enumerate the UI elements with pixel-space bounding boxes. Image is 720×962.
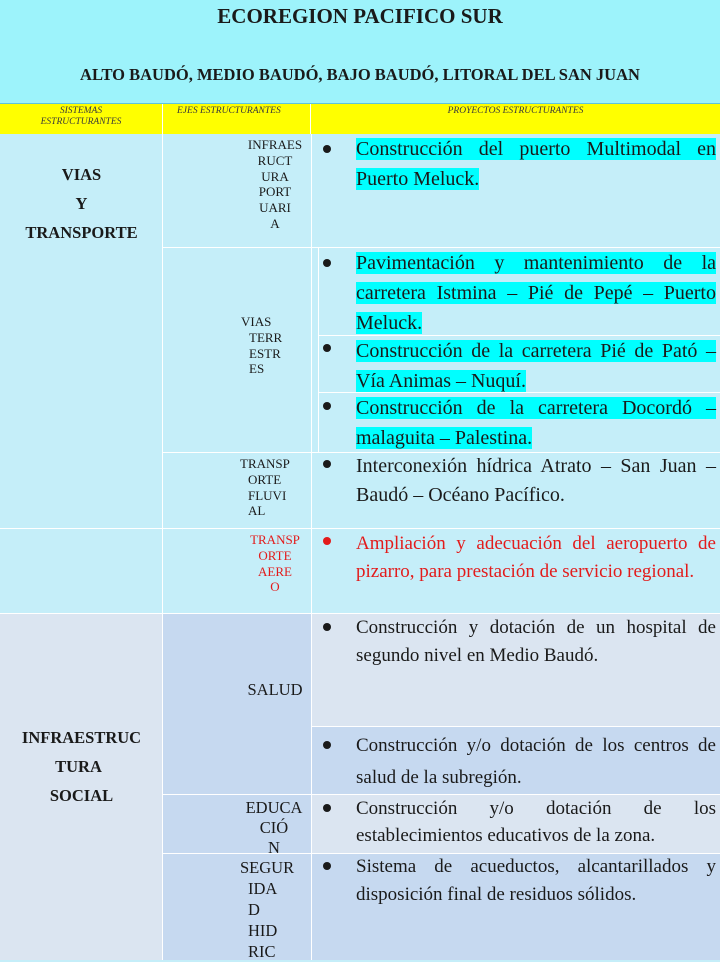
eje-line: URA xyxy=(261,168,289,184)
bullet-icon xyxy=(323,402,331,410)
grid-line xyxy=(318,247,319,452)
eje-line: TERR xyxy=(249,329,283,345)
eje-line: N xyxy=(268,838,280,857)
eje-infraestructura-portuaria xyxy=(242,137,308,232)
proyecto-interconexion-hidrica xyxy=(356,452,716,510)
eje-line: AL xyxy=(248,503,266,519)
bullet-icon xyxy=(323,741,331,749)
eje-line: HID xyxy=(248,921,278,940)
eje-line: EDUCA xyxy=(245,798,303,817)
proyecto-text: Interconexión hídrica Atrato – San Juan – Baudó – Océano Pacífico. xyxy=(356,455,716,506)
sistema-vias-transporte xyxy=(0,160,163,247)
page-subtitle: ALTO BAUDÓ, MEDIO BAUDÓ, BAJO BAUDÓ, LITORAL DEL SAN JUAN xyxy=(80,65,640,84)
bullet-icon xyxy=(323,259,331,267)
eje-line: RIC xyxy=(248,942,276,961)
grid-line xyxy=(311,726,720,727)
eje-line: SALUD xyxy=(247,680,303,699)
sistema-social-line: TURA xyxy=(55,757,102,776)
eje-line: UARI xyxy=(259,200,291,216)
eje-vias-terrestres xyxy=(241,314,301,377)
bullet-icon xyxy=(323,862,331,870)
eje-line: D xyxy=(248,900,260,919)
eje-salud xyxy=(242,680,308,700)
sistema-vias-line: VIAS xyxy=(61,165,102,184)
eje-line: IDA xyxy=(248,879,278,898)
column-header-ejes xyxy=(163,104,311,134)
eje-transporte-aereo xyxy=(242,532,308,595)
column-header-proyectos xyxy=(311,104,720,134)
proyecto-text: Construcción y/o dotación de los establecimientos educativos de la zona. xyxy=(356,798,716,846)
column-header-ejes-label: EJES ESTRUCTURANTES xyxy=(177,106,281,116)
proyecto-text: Construcción del puerto Multimodal en Puerto Meluck. xyxy=(356,138,716,190)
eje-line: ORTE xyxy=(248,471,282,487)
bullet-icon xyxy=(323,804,331,812)
bullet-icon xyxy=(323,623,331,631)
proyecto-acueductos xyxy=(356,853,716,909)
bullet-icon xyxy=(323,460,331,468)
proyecto-hospital xyxy=(356,614,716,670)
eje-line: ES xyxy=(249,361,265,377)
page-title: ECOREGION PACIFICO SUR xyxy=(217,4,503,28)
eje-line: TRANSP xyxy=(240,456,290,471)
eje-line: O xyxy=(270,579,280,595)
eje-line: CIÓ xyxy=(259,818,289,837)
proyecto-establecimientos-educativos xyxy=(356,795,716,849)
proyecto-pavimentacion xyxy=(356,248,716,338)
grid-line xyxy=(311,134,312,960)
eje-transporte-fluvial xyxy=(240,456,306,519)
proyecto-text: Construcción de la carretera Pié de Pató – Vía Animas – Nuquí. xyxy=(356,340,716,392)
proyecto-puerto-multimodal xyxy=(356,134,716,194)
bullet-icon xyxy=(323,145,331,153)
proyecto-text: Pavimentación y mantenimiento de la carretera Istmina – Pié de Pepé – Puerto Meluck. xyxy=(356,252,716,334)
eje-educacion xyxy=(241,798,307,858)
proyecto-text: Construcción de la carretera Docordó – malaguita – Palestina. xyxy=(356,397,716,449)
grid-line xyxy=(0,528,720,529)
eje-line: ORTE xyxy=(258,547,292,563)
eje-line: TRANSP xyxy=(250,532,300,547)
eje-line: RUCT xyxy=(257,152,293,168)
proyecto-text: Sistema de acueductos, alcantarillados y disposición final de residuos sólidos. xyxy=(356,856,716,905)
column-header-proyectos-label: PROYECTOS ESTRUCTURANTES xyxy=(447,106,584,116)
sistema-infraestructura-social xyxy=(0,723,163,810)
eje-line: FLUVI xyxy=(248,487,287,503)
eje-line: A xyxy=(270,215,280,231)
bullet-icon xyxy=(323,537,331,545)
sistema-vias-line: TRANSPORTE xyxy=(25,223,138,242)
sistema-social-line: SOCIAL xyxy=(49,786,114,805)
column-header-sistemas-label: SISTEMAS ESTRUCTURANTES xyxy=(40,106,122,127)
eje-line: VIAS xyxy=(241,314,272,329)
eje-line: SEGUR xyxy=(240,858,295,877)
sistema-social-line: INFRAESTRUC xyxy=(21,728,142,747)
proyecto-text: Construcción y dotación de un hospital de segundo nivel en Medio Baudó. xyxy=(356,617,716,666)
bullet-icon xyxy=(323,344,331,352)
proyecto-aeropuerto xyxy=(356,530,716,586)
grid-line xyxy=(162,134,163,960)
sistema-vias-line: Y xyxy=(75,194,88,213)
eje-line: AERE xyxy=(258,563,292,579)
proyecto-text: Construcción y/o dotación de los centros de salud de la subregión. xyxy=(356,735,716,788)
column-header-sistemas xyxy=(0,104,163,134)
proyecto-text: Ampliación y adecuación del aeropuerto de pizarro, para prestación de servicio regional. xyxy=(356,533,716,582)
proyecto-carretera-pato xyxy=(356,336,716,396)
eje-seguridad-hidrica xyxy=(240,857,306,962)
eje-line: ESTR xyxy=(249,345,281,361)
proyecto-carretera-docordo xyxy=(356,393,716,453)
proyecto-centros-salud xyxy=(356,730,716,794)
eje-line: INFRAES xyxy=(247,137,303,152)
eje-line: PORT xyxy=(258,184,292,200)
